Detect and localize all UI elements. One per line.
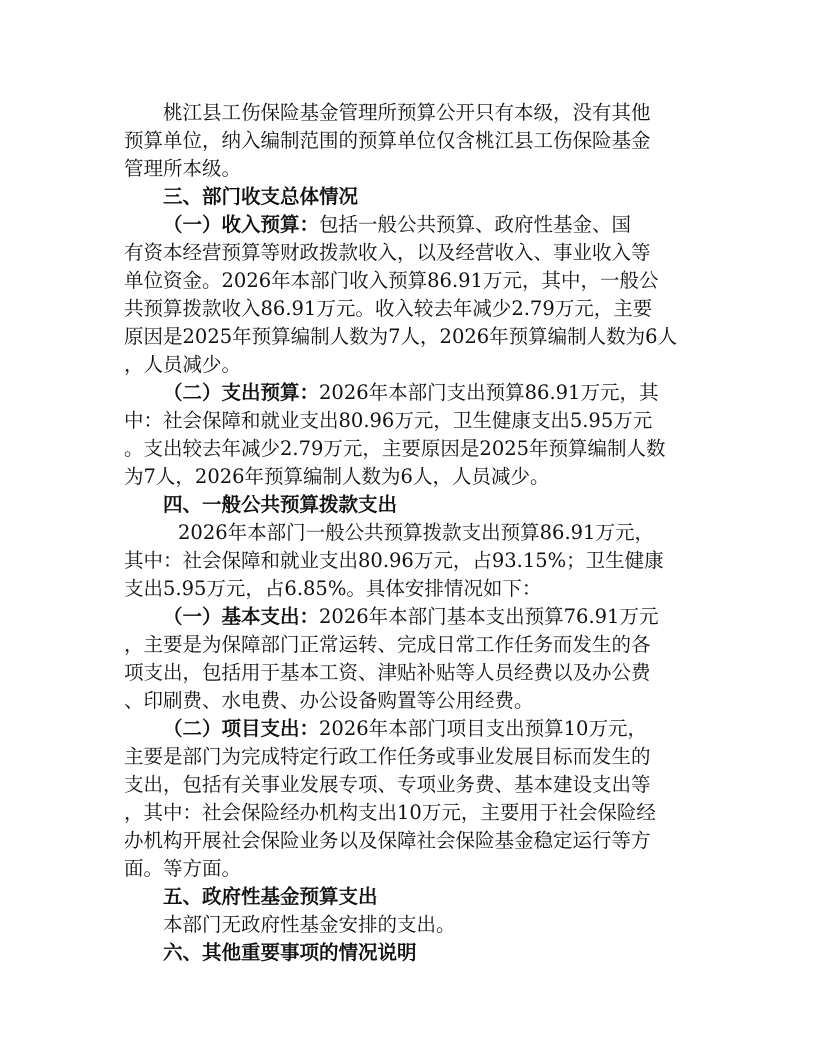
- expense-line-1: [163, 378, 658, 408]
- project-line-2: 主要是部门为完成特定行政工作任务或事业发展目标而发生的: [124, 745, 651, 768]
- appropriation-line-3: 支出5.95万元，占6.85%。具体安排情况如下：: [124, 577, 542, 600]
- income-label: （一）收入预算：: [163, 213, 320, 236]
- project-line-1: [163, 714, 647, 744]
- income-text-1: 包括一般公共预算、政府性基金、国: [319, 213, 632, 236]
- basic-label: （一）基本支出：: [163, 605, 320, 628]
- project-line-4: ，其中：社会保险经办机构支出10万元，主要用于社会保险经: [124, 801, 656, 824]
- expense-line-2: 中：社会保障和就业支出80.96万元，卫生健康支出5.95万元: [124, 409, 653, 432]
- project-text-1: 2026年本部门项目支出预算10万元，: [319, 717, 647, 740]
- project-label: （二）项目支出：: [163, 717, 320, 740]
- income-line-6: ，人员减少。: [124, 353, 242, 376]
- section-heading-4: 四、一般公共预算拨款支出: [163, 493, 398, 516]
- basic-line-4: 、印刷费、水电费、办公设备购置等公用经费。: [124, 689, 534, 712]
- expense-line-4: 为7人，2026年预算编制人数为6人，人员减少。: [124, 465, 550, 488]
- income-line-3: 单位资金。2026年本部门收入预算86.91万元，其中，一般公: [124, 269, 659, 292]
- section-heading-6: 六、其他重要事项的情况说明: [163, 941, 417, 964]
- income-line-2: 有资本经营预算等财政拨款收入，以及经营收入、事业收入等: [124, 241, 651, 264]
- basic-text-1: 2026年本部门基本支出预算76.91万元: [319, 605, 659, 628]
- appropriation-line-2: 其中：社会保障和就业支出80.96万元，占93.15%；卫生健康: [124, 549, 664, 572]
- section-heading-3: 三、部门收支总体情况: [163, 185, 359, 208]
- intro-line-2: 预算单位，纳入编制范围的预算单位仅含桃江县工伤保险基金: [124, 129, 651, 152]
- project-line-3: 支出，包括有关事业发展专项、专项业务费、基本建设支出等: [124, 773, 651, 796]
- section-heading-5: 五、政府性基金预算支出: [163, 885, 378, 908]
- income-line-5: 原因是2025年预算编制人数为7人，2026年预算编制人数为6人: [124, 325, 678, 348]
- project-line-5: 办机构开展社会保险业务以及保障社会保险基金稳定运行等方: [124, 829, 651, 852]
- expense-line-3: 。支出较去年减少2.79万元，主要原因是2025年预算编制人数: [124, 437, 666, 460]
- intro-line-3: 管理所本级。: [124, 157, 242, 180]
- income-line-4: 共预算拨款收入86.91万元。收入较去年减少2.79万元，主要: [124, 297, 653, 320]
- income-line-1: [163, 210, 631, 240]
- fund-text: 本部门无政府性基金安排的支出。: [163, 913, 456, 936]
- appropriation-line-1: 2026年本部门一般公共预算拨款支出预算86.91万元，: [178, 521, 654, 544]
- basic-line-1: [163, 602, 658, 632]
- basic-line-3: 项支出，包括用于基本工资、津贴补贴等人员经费以及办公费: [124, 661, 651, 684]
- project-line-6: 面。等方面。: [124, 857, 242, 880]
- expense-text-1: 2026年本部门支出预算86.91万元，其: [319, 381, 659, 404]
- intro-line-1: 桃江县工伤保险基金管理所预算公开只有本级，没有其他: [163, 101, 651, 124]
- basic-line-2: ，主要是为保障部门正常运转、完成日常工作任务而发生的各: [124, 633, 651, 656]
- expense-label: （二）支出预算：: [163, 381, 320, 404]
